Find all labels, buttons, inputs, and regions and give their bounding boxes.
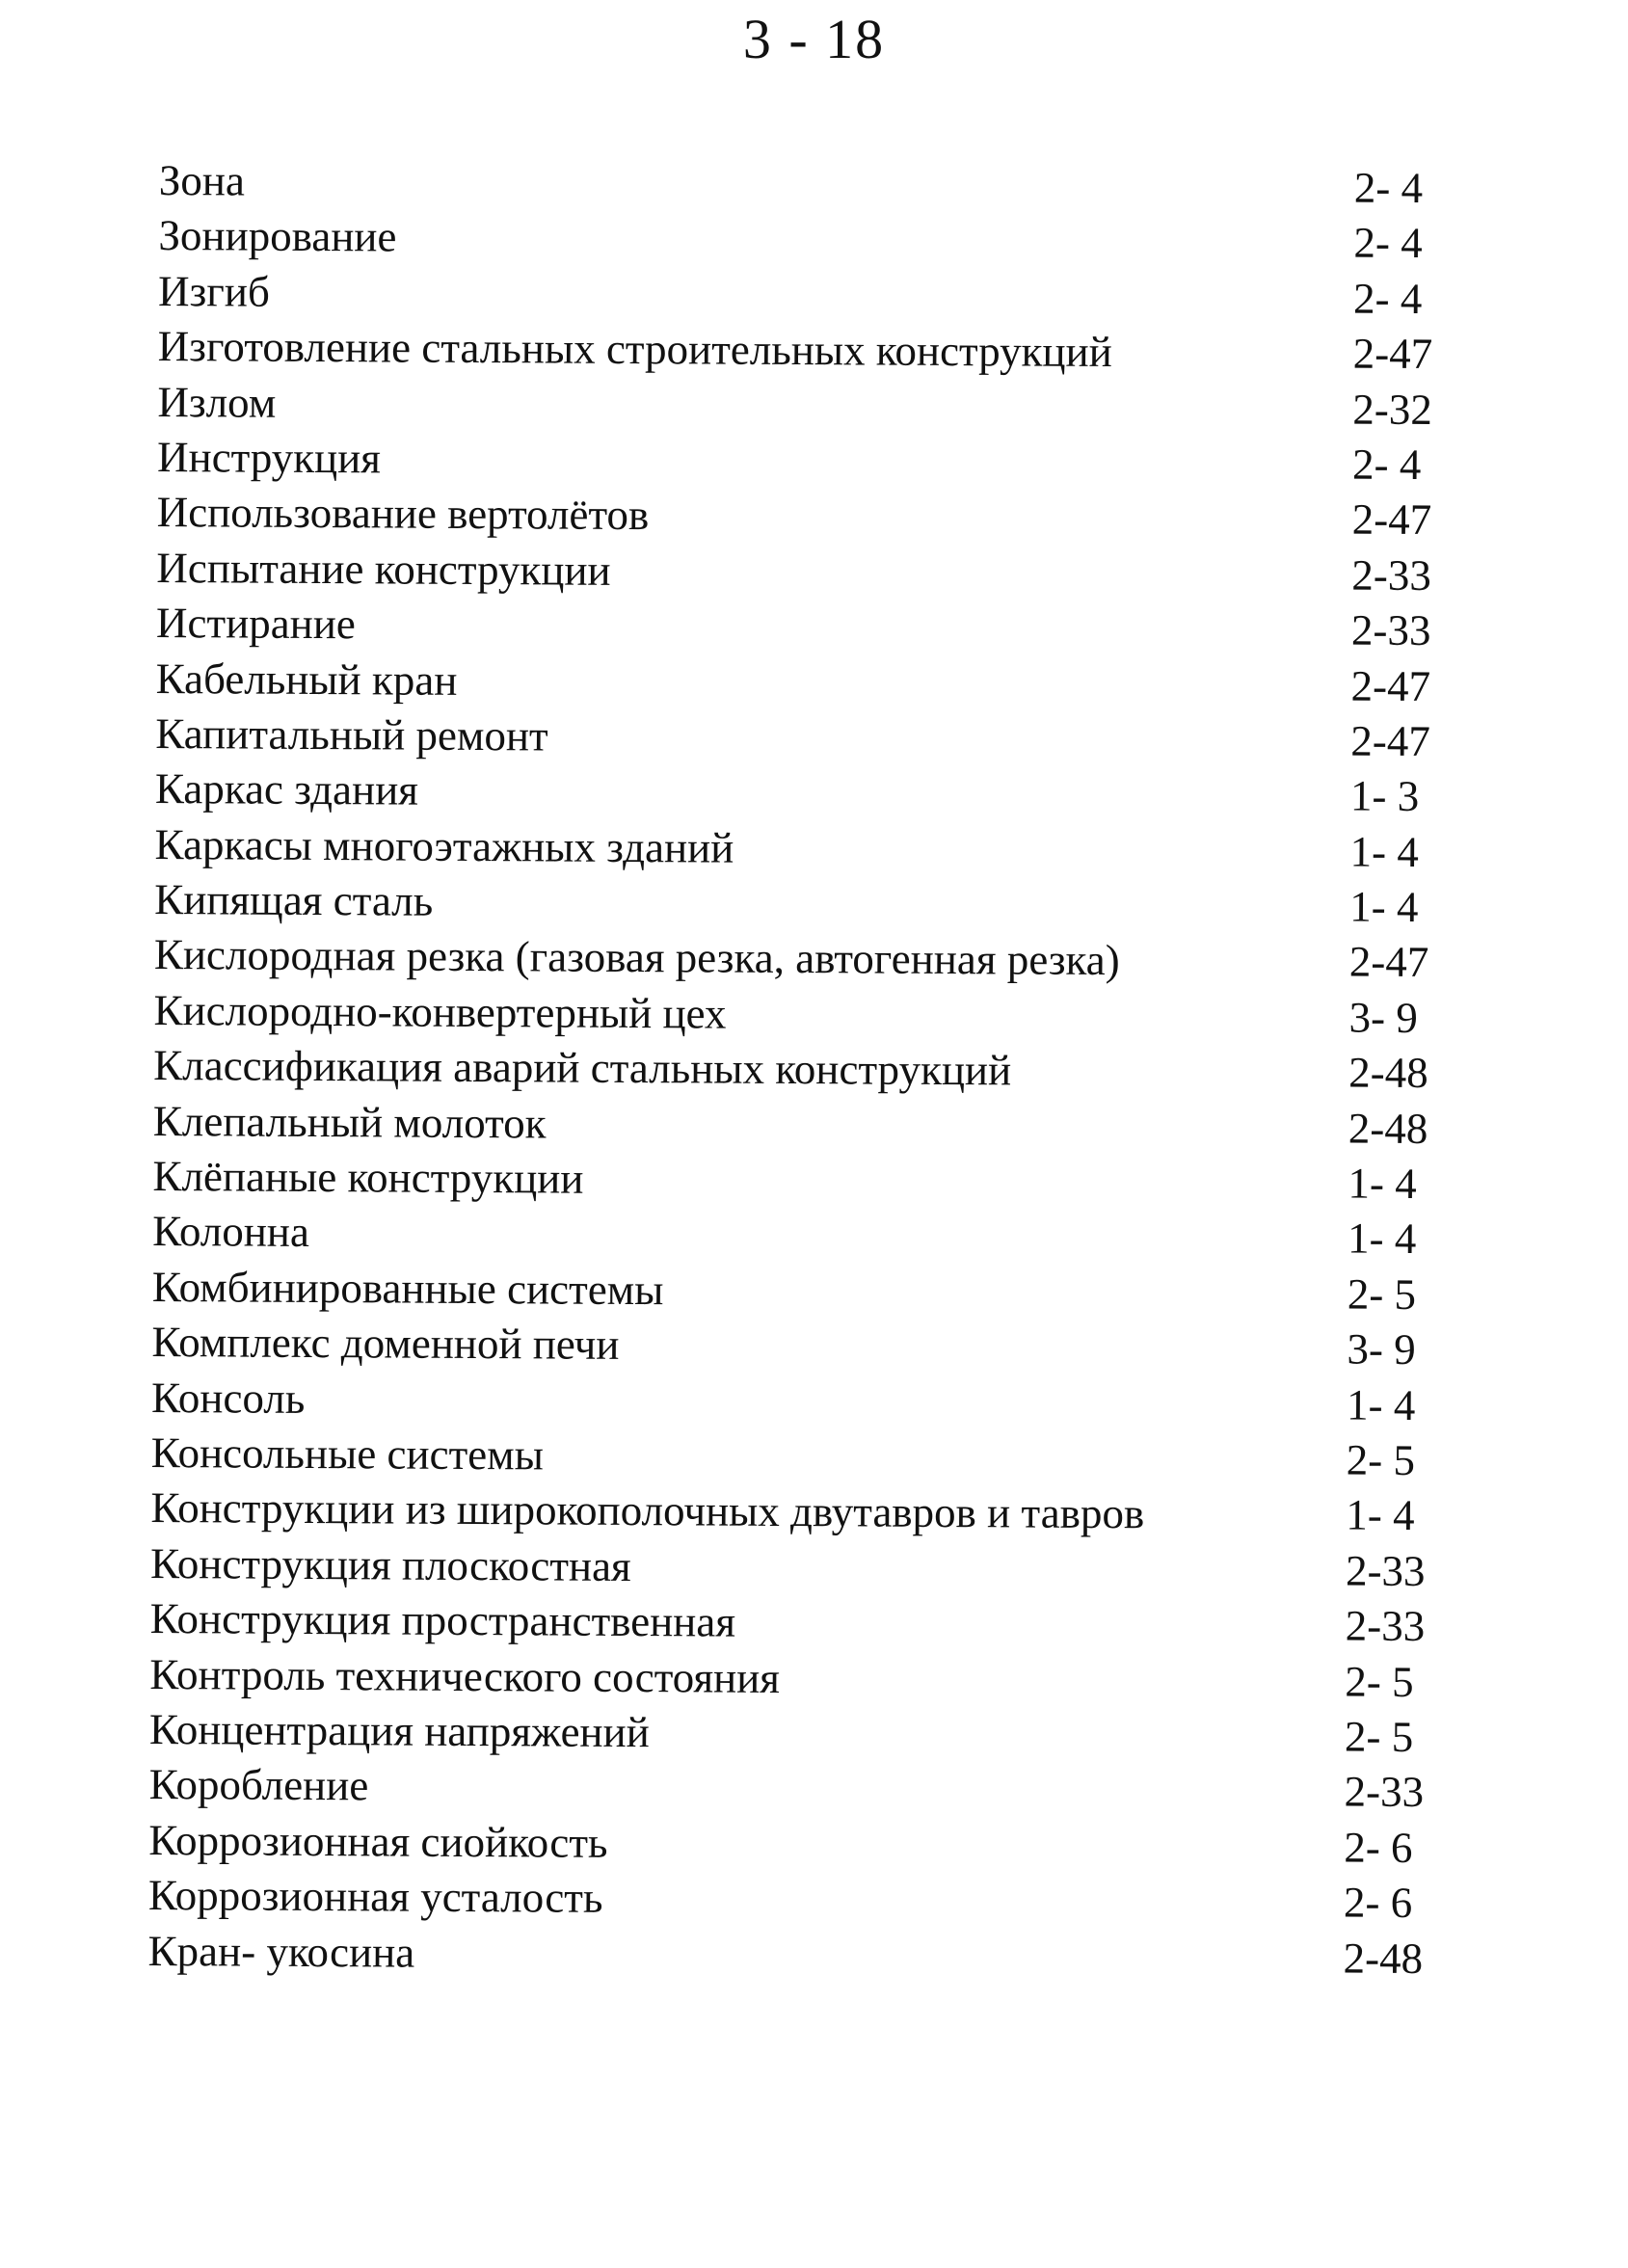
index-page-ref: 3- 9 <box>1347 1324 1416 1374</box>
index-page-ref: 1- 4 <box>1348 1159 1417 1209</box>
index-page-ref: 1- 4 <box>1349 827 1420 876</box>
index-entry <box>151 1426 1462 1489</box>
index-entry <box>158 208 1469 272</box>
index-entry <box>155 707 1466 770</box>
index-page-ref: 2-48 <box>1343 1934 1424 1983</box>
index-entry <box>156 541 1467 604</box>
index-entry <box>148 1757 1459 1821</box>
index-term: Коробление <box>148 1760 369 1810</box>
index-term: Консольные системы <box>150 1428 545 1480</box>
index-page-ref: 2- 5 <box>1345 1657 1414 1706</box>
index-entry <box>157 485 1468 548</box>
index-entry <box>154 872 1465 936</box>
index-entry <box>148 1813 1459 1877</box>
index-term: Зона <box>158 155 246 205</box>
index-term: Изготовление стальных строительных конструкций <box>157 322 1112 377</box>
index-term: Коррозионная усталость <box>147 1871 603 1922</box>
index-entry <box>148 1868 1459 1932</box>
index-entry <box>158 264 1469 328</box>
index-term: Классификация аварий стальных конструкций <box>153 1041 1012 1095</box>
index-entry <box>157 375 1468 439</box>
index-term: Капитальный ремонт <box>155 708 548 760</box>
index-page-ref: 2- 5 <box>1347 1269 1417 1319</box>
index-page-ref: 2- 4 <box>1352 274 1423 323</box>
index-page-ref: 2- 4 <box>1353 163 1424 213</box>
index-page-ref: 2-32 <box>1352 385 1433 434</box>
index-page-ref: 2-47 <box>1350 661 1431 710</box>
index-page-ref: 2-47 <box>1351 494 1432 545</box>
index-term: Зонирование <box>158 211 397 261</box>
index-term: Коррозионная сиойкость <box>148 1815 608 1867</box>
index-page-ref: 2-33 <box>1345 1546 1426 1595</box>
index-term: Контроль технического состояния <box>149 1649 781 1702</box>
index-term: Конструкция пространственная <box>149 1594 736 1646</box>
index-term: Конструкции из широкополочных двутавров и тавров <box>150 1483 1145 1538</box>
index-term: Колонна <box>152 1207 310 1257</box>
index-entry <box>150 1536 1461 1600</box>
index-term: Консоль <box>150 1373 306 1423</box>
index-entry <box>154 817 1465 881</box>
index-term: Кислородно-конвертерный цех <box>153 985 727 1038</box>
index-term: Кипящая сталь <box>154 875 434 925</box>
index-entry <box>152 1260 1463 1323</box>
index-entry <box>151 1315 1462 1378</box>
index-term: Конструкция плоскостная <box>149 1538 631 1590</box>
index-page-ref: 1- 4 <box>1349 882 1419 932</box>
index-page-ref: 2-33 <box>1345 1601 1426 1651</box>
index-term: Концентрация напряжений <box>148 1704 650 1757</box>
index-term: Каркас здания <box>154 764 419 814</box>
index-term: Клепальный молоток <box>152 1096 547 1148</box>
index-entry <box>158 319 1469 383</box>
index-page-ref: 2-33 <box>1350 605 1431 655</box>
index-entry <box>152 1149 1463 1213</box>
index-page-ref: 2- 5 <box>1346 1435 1416 1484</box>
index-entry <box>155 761 1466 825</box>
index-entry <box>159 153 1470 217</box>
index-term: Изгиб <box>157 266 270 316</box>
index-term: Использование вертолётов <box>156 488 650 540</box>
index-page-ref: 2- 5 <box>1344 1712 1414 1761</box>
index-entry <box>153 1094 1464 1158</box>
index-entry <box>151 1371 1462 1434</box>
index-entry <box>154 927 1465 991</box>
index-entry <box>152 1204 1463 1267</box>
index-page-ref: 1- 4 <box>1346 1380 1416 1429</box>
index-entry <box>150 1481 1461 1544</box>
subject-index-list <box>147 153 1470 1987</box>
index-entry <box>153 1038 1464 1102</box>
index-entry <box>149 1702 1460 1766</box>
index-term: Комплекс доменной печи <box>151 1318 620 1370</box>
index-entry <box>149 1647 1460 1711</box>
index-page-ref: 3- 9 <box>1348 993 1418 1042</box>
index-entry <box>153 983 1464 1047</box>
index-page-ref: 2- 6 <box>1343 1878 1413 1928</box>
index-entry <box>150 1591 1461 1655</box>
index-page-ref: 2-48 <box>1348 1048 1428 1098</box>
index-entry <box>147 1923 1458 1987</box>
index-term: Излом <box>157 377 277 427</box>
index-page-ref: 1- 3 <box>1349 771 1420 821</box>
index-term: Кислородная резка (газовая резка, автогенная резка) <box>153 930 1120 985</box>
index-term: Клёпаные конструкции <box>152 1152 584 1203</box>
index-page-ref: 2- 4 <box>1351 440 1422 489</box>
index-page-ref: 2- 6 <box>1344 1823 1413 1872</box>
index-term: Инструкция <box>156 432 382 483</box>
index-page-ref: 2-47 <box>1352 329 1433 379</box>
index-term: Кран- укосина <box>147 1926 415 1977</box>
index-entry <box>155 652 1466 715</box>
index-term: Каркасы многоэтажных зданий <box>154 819 734 872</box>
index-entry <box>156 596 1467 659</box>
index-page-ref: 1- 4 <box>1346 1490 1415 1540</box>
index-term: Истирание <box>155 599 357 649</box>
index-term: Комбинированные системы <box>151 1262 664 1315</box>
index-page-ref: 1- 4 <box>1347 1214 1417 1264</box>
index-page-ref: 2-47 <box>1350 716 1430 765</box>
index-page-ref: 2- 4 <box>1353 218 1423 268</box>
index-term: Кабельный кран <box>155 654 458 705</box>
index-page-ref: 2-33 <box>1351 550 1432 600</box>
index-term: Испытание конструкции <box>156 543 611 595</box>
index-page-ref: 2-48 <box>1348 1104 1428 1153</box>
page-number: 3 - 18 <box>742 8 886 70</box>
index-page-ref: 2-33 <box>1344 1767 1425 1817</box>
index-entry <box>157 430 1468 494</box>
index-page-ref: 2-47 <box>1348 938 1429 987</box>
